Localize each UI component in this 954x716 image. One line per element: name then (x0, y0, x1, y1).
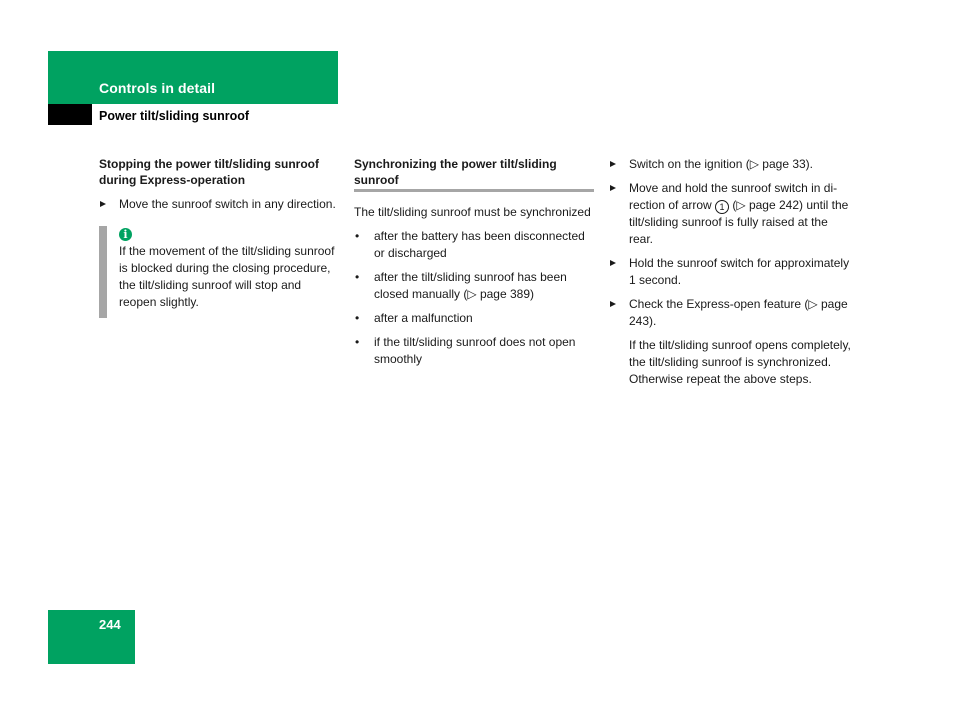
step-arrow-icon (100, 201, 106, 207)
stopping-heading: Stopping the power tilt/sliding sunroof during Express-operation (99, 157, 319, 187)
sync-intro: The tilt/sliding sunroof must be synchronized (354, 205, 591, 219)
result-text: If the tilt/sliding sunroof opens completely, the tilt/sliding sunroof is synchronized. Otherwise repeat the above steps. (629, 338, 851, 386)
step-text: Move and hold the sunroof switch in di-rection of arrow (629, 181, 838, 212)
step-arrow-icon (610, 301, 616, 307)
header-banner (48, 51, 338, 104)
list-item (354, 310, 594, 327)
bullet-icon: • (355, 270, 360, 284)
step-text: (▷ page 242) until the tilt/sliding sunroof is fully raised at the rear. (629, 198, 849, 246)
list-item (354, 269, 594, 303)
bullet-icon: • (355, 311, 360, 325)
list-item (354, 334, 594, 368)
step-hold-switch (609, 180, 854, 248)
page-number-box (48, 610, 135, 664)
step-move-switch (99, 196, 339, 213)
step-ignition (609, 156, 854, 173)
section-title: Controls in detail (99, 80, 216, 96)
step-text: Switch on the ignition (▷ page 33). (629, 157, 814, 171)
column-3 (609, 156, 854, 395)
step-arrow-icon (610, 161, 616, 167)
step-arrow-icon (610, 185, 616, 191)
bullet-text: if the tilt/sliding sunroof does not open smoothly (374, 335, 576, 366)
bullet-text: after a malfunction (374, 311, 473, 325)
step-arrow-icon (610, 260, 616, 266)
bullet-icon: • (355, 335, 360, 349)
step-hold-one-second (609, 255, 854, 289)
bullet-icon: • (355, 229, 360, 243)
page-subtitle: Power tilt/sliding sunroof (99, 109, 249, 123)
bullet-text: after the battery has been disconnected or discharged (374, 229, 585, 260)
section-tab-marker (48, 104, 92, 125)
step-text: Move the sunroof switch in any direction. (119, 197, 336, 211)
synchronizing-heading: Synchronizing the power tilt/sliding sunroof (354, 156, 594, 192)
info-note (99, 226, 339, 311)
step-check-express-open (609, 296, 854, 330)
column-2 (354, 156, 594, 375)
step-text: Hold the sunroof switch for approximately 1 second. (629, 256, 850, 287)
arrow-number-badge: 1 (715, 200, 729, 214)
list-item (354, 228, 594, 262)
column-1 (99, 156, 339, 311)
bullet-text: after the tilt/sliding sunroof has been closed manually (▷ page 389) (374, 270, 567, 301)
page-number: 244 (99, 617, 121, 632)
step-text: Check the Express-open feature (▷ page 243). (629, 297, 848, 328)
info-text: If the movement of the tilt/sliding sunroof is blocked during the closing procedure, the tilt/sliding sunroof will stop and reopen slightly. (119, 244, 335, 309)
info-bar (99, 226, 107, 318)
info-icon: i (119, 228, 132, 241)
